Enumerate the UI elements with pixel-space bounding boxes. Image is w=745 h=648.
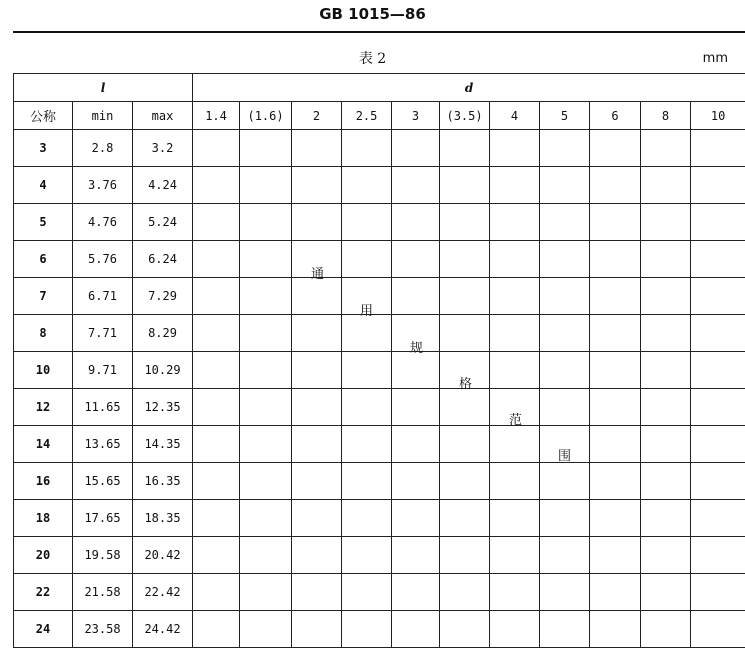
range-cell — [392, 130, 440, 167]
col-d: 4 — [490, 102, 540, 130]
range-cell — [240, 130, 292, 167]
nominal-length: 7 — [14, 278, 73, 315]
d-header: d — [193, 74, 745, 102]
range-cell — [193, 463, 240, 500]
range-char-4: 格 — [459, 373, 472, 392]
table-row — [14, 352, 745, 389]
range-cell — [540, 315, 590, 352]
range-cell — [342, 463, 392, 500]
range-cell — [292, 315, 342, 352]
range-cell — [440, 500, 490, 537]
range-cell — [691, 130, 745, 167]
range-cell — [342, 574, 392, 611]
col-d: 3 — [392, 102, 440, 130]
range-cell — [590, 315, 641, 352]
range-cell — [392, 463, 440, 500]
range-cell — [490, 574, 540, 611]
max-length: 7.29 — [133, 278, 193, 315]
range-cell — [590, 389, 641, 426]
range-cell — [292, 352, 342, 389]
range-cell — [691, 204, 745, 241]
range-cell — [440, 463, 490, 500]
range-cell — [292, 574, 342, 611]
range-cell — [292, 426, 342, 463]
range-cell — [392, 537, 440, 574]
range-cell — [540, 241, 590, 278]
min-length: 9.71 — [73, 352, 133, 389]
max-length: 18.35 — [133, 500, 193, 537]
table-row — [14, 537, 745, 574]
range-cell — [590, 574, 641, 611]
col-d: 10 — [691, 102, 745, 130]
range-cell — [490, 537, 540, 574]
range-cell — [342, 130, 392, 167]
range-cell — [292, 611, 342, 648]
range-cell — [342, 537, 392, 574]
max-length: 8.29 — [133, 315, 193, 352]
min-length: 23.58 — [73, 611, 133, 648]
range-cell — [691, 537, 745, 574]
max-length: 24.42 — [133, 611, 193, 648]
range-cell — [392, 167, 440, 204]
max-length: 5.24 — [133, 204, 193, 241]
range-cell — [342, 500, 392, 537]
max-length: 4.24 — [133, 167, 193, 204]
range-cell — [193, 167, 240, 204]
range-cell — [691, 500, 745, 537]
min-length: 5.76 — [73, 241, 133, 278]
unit-label: mm — [703, 51, 728, 66]
range-char-2: 用 — [360, 300, 373, 319]
table-row — [14, 204, 745, 241]
col-d: 2.5 — [342, 102, 392, 130]
table-row — [14, 500, 745, 537]
min-length: 4.76 — [73, 204, 133, 241]
nominal-length: 3 — [14, 130, 73, 167]
range-cell — [641, 315, 691, 352]
range-cell — [540, 463, 590, 500]
range-cell — [540, 500, 590, 537]
range-cell — [490, 500, 540, 537]
range-cell — [240, 574, 292, 611]
range-cell — [641, 500, 691, 537]
range-cell — [392, 500, 440, 537]
range-cell — [392, 574, 440, 611]
range-cell — [440, 130, 490, 167]
range-cell — [240, 389, 292, 426]
nominal-length: 14 — [14, 426, 73, 463]
top-rule — [13, 31, 745, 33]
range-cell — [392, 611, 440, 648]
range-cell — [292, 537, 342, 574]
min-length: 19.58 — [73, 537, 133, 574]
nominal-length: 24 — [14, 611, 73, 648]
col-d: 2 — [292, 102, 342, 130]
range-cell — [590, 611, 641, 648]
nominal-length: 20 — [14, 537, 73, 574]
range-cell — [292, 463, 342, 500]
col-d: 6 — [590, 102, 641, 130]
range-cell — [540, 611, 590, 648]
range-cell — [342, 204, 392, 241]
range-char-3: 规 — [410, 337, 423, 356]
table-row — [14, 130, 745, 167]
range-cell — [193, 537, 240, 574]
range-cell — [490, 315, 540, 352]
range-cell — [540, 352, 590, 389]
range-cell — [193, 204, 240, 241]
nominal-length: 6 — [14, 241, 73, 278]
max-length: 22.42 — [133, 574, 193, 611]
range-cell — [540, 167, 590, 204]
range-cell — [691, 426, 745, 463]
range-cell — [342, 426, 392, 463]
range-cell — [440, 389, 490, 426]
table-row — [14, 315, 745, 352]
table-row — [14, 611, 745, 648]
range-cell — [440, 167, 490, 204]
range-cell — [342, 315, 392, 352]
l-header: l — [14, 74, 193, 102]
range-cell — [440, 204, 490, 241]
col-max: max — [133, 102, 193, 130]
range-cell — [590, 167, 641, 204]
range-cell — [691, 574, 745, 611]
range-cell — [240, 611, 292, 648]
range-cell — [392, 278, 440, 315]
range-cell — [641, 352, 691, 389]
nominal-length: 12 — [14, 389, 73, 426]
col-min: min — [73, 102, 133, 130]
table-caption: 表 2 — [0, 48, 745, 68]
range-cell — [440, 537, 490, 574]
col-d: 8 — [641, 102, 691, 130]
range-cell — [490, 352, 540, 389]
range-cell — [292, 389, 342, 426]
range-cell — [193, 574, 240, 611]
range-cell — [342, 241, 392, 278]
range-cell — [193, 500, 240, 537]
range-cell — [440, 611, 490, 648]
max-length: 3.2 — [133, 130, 193, 167]
standard-number: GB 1015—86 — [0, 5, 745, 23]
range-cell — [392, 241, 440, 278]
nominal-length: 22 — [14, 574, 73, 611]
col-d: 1.4 — [193, 102, 240, 130]
range-cell — [691, 167, 745, 204]
range-cell — [193, 130, 240, 167]
range-cell — [641, 278, 691, 315]
max-length: 10.29 — [133, 352, 193, 389]
min-length: 6.71 — [73, 278, 133, 315]
range-cell — [392, 204, 440, 241]
max-length: 16.35 — [133, 463, 193, 500]
table-row — [14, 426, 745, 463]
table-row — [14, 574, 745, 611]
range-cell — [440, 241, 490, 278]
range-cell — [240, 537, 292, 574]
range-cell — [490, 241, 540, 278]
range-cell — [590, 278, 641, 315]
col-nominal: 公称 — [14, 102, 73, 130]
range-cell — [540, 574, 590, 611]
range-cell — [292, 130, 342, 167]
range-cell — [392, 389, 440, 426]
table-row — [14, 241, 745, 278]
range-cell — [490, 611, 540, 648]
range-cell — [240, 463, 292, 500]
range-cell — [193, 611, 240, 648]
nominal-length: 10 — [14, 352, 73, 389]
range-cell — [240, 204, 292, 241]
nominal-length: 5 — [14, 204, 73, 241]
dimension-table — [13, 73, 745, 648]
min-length: 17.65 — [73, 500, 133, 537]
range-cell — [292, 500, 342, 537]
header-row-2 — [14, 102, 745, 130]
range-cell — [540, 130, 590, 167]
range-cell — [193, 352, 240, 389]
range-cell — [641, 537, 691, 574]
range-cell — [440, 426, 490, 463]
range-cell — [590, 130, 641, 167]
table-row — [14, 389, 745, 426]
range-cell — [691, 611, 745, 648]
range-cell — [440, 315, 490, 352]
range-cell — [590, 204, 641, 241]
max-length: 6.24 — [133, 241, 193, 278]
range-cell — [590, 241, 641, 278]
nominal-length: 16 — [14, 463, 73, 500]
max-length: 12.35 — [133, 389, 193, 426]
range-cell — [193, 315, 240, 352]
max-length: 20.42 — [133, 537, 193, 574]
range-cell — [641, 130, 691, 167]
range-cell — [691, 463, 745, 500]
range-cell — [392, 426, 440, 463]
range-cell — [691, 315, 745, 352]
nominal-length: 4 — [14, 167, 73, 204]
range-cell — [540, 537, 590, 574]
max-length: 14.35 — [133, 426, 193, 463]
range-char-1: 通 — [311, 263, 324, 282]
range-cell — [490, 463, 540, 500]
table-row — [14, 278, 745, 315]
range-cell — [540, 204, 590, 241]
range-cell — [641, 241, 691, 278]
col-d: (1.6) — [240, 102, 292, 130]
range-cell — [590, 463, 641, 500]
range-cell — [590, 500, 641, 537]
range-cell — [240, 500, 292, 537]
col-d: (3.5) — [440, 102, 490, 130]
range-cell — [490, 204, 540, 241]
range-cell — [590, 537, 641, 574]
min-length: 13.65 — [73, 426, 133, 463]
range-cell — [292, 167, 342, 204]
table-row — [14, 463, 745, 500]
nominal-length: 8 — [14, 315, 73, 352]
range-cell — [691, 278, 745, 315]
range-cell — [540, 389, 590, 426]
range-cell — [641, 389, 691, 426]
range-cell — [342, 611, 392, 648]
min-length: 21.58 — [73, 574, 133, 611]
range-cell — [490, 278, 540, 315]
min-length: 15.65 — [73, 463, 133, 500]
range-cell — [590, 352, 641, 389]
min-length: 2.8 — [73, 130, 133, 167]
range-cell — [240, 315, 292, 352]
range-cell — [590, 426, 641, 463]
range-char-6: 围 — [558, 445, 571, 464]
col-d: 5 — [540, 102, 590, 130]
range-cell — [292, 204, 342, 241]
range-cell — [691, 389, 745, 426]
range-cell — [540, 278, 590, 315]
range-cell — [342, 167, 392, 204]
table-row — [14, 167, 745, 204]
range-cell — [240, 241, 292, 278]
range-cell — [240, 426, 292, 463]
range-cell — [392, 352, 440, 389]
range-cell — [641, 426, 691, 463]
range-cell — [193, 278, 240, 315]
range-cell — [342, 389, 392, 426]
range-cell — [193, 241, 240, 278]
range-cell — [440, 278, 490, 315]
range-cell — [641, 611, 691, 648]
range-cell — [490, 426, 540, 463]
range-cell — [440, 574, 490, 611]
range-cell — [193, 389, 240, 426]
range-cell — [342, 352, 392, 389]
min-length: 3.76 — [73, 167, 133, 204]
range-cell — [641, 463, 691, 500]
min-length: 7.71 — [73, 315, 133, 352]
range-cell — [691, 352, 745, 389]
range-cell — [240, 278, 292, 315]
range-char-5: 范 — [509, 409, 522, 428]
range-cell — [641, 167, 691, 204]
range-cell — [641, 204, 691, 241]
nominal-length: 18 — [14, 500, 73, 537]
range-cell — [193, 426, 240, 463]
range-cell — [292, 278, 342, 315]
range-cell — [691, 241, 745, 278]
range-cell — [240, 352, 292, 389]
range-cell — [641, 574, 691, 611]
range-cell — [490, 130, 540, 167]
min-length: 11.65 — [73, 389, 133, 426]
header-row-1 — [14, 74, 745, 102]
range-cell — [490, 167, 540, 204]
range-cell — [240, 167, 292, 204]
